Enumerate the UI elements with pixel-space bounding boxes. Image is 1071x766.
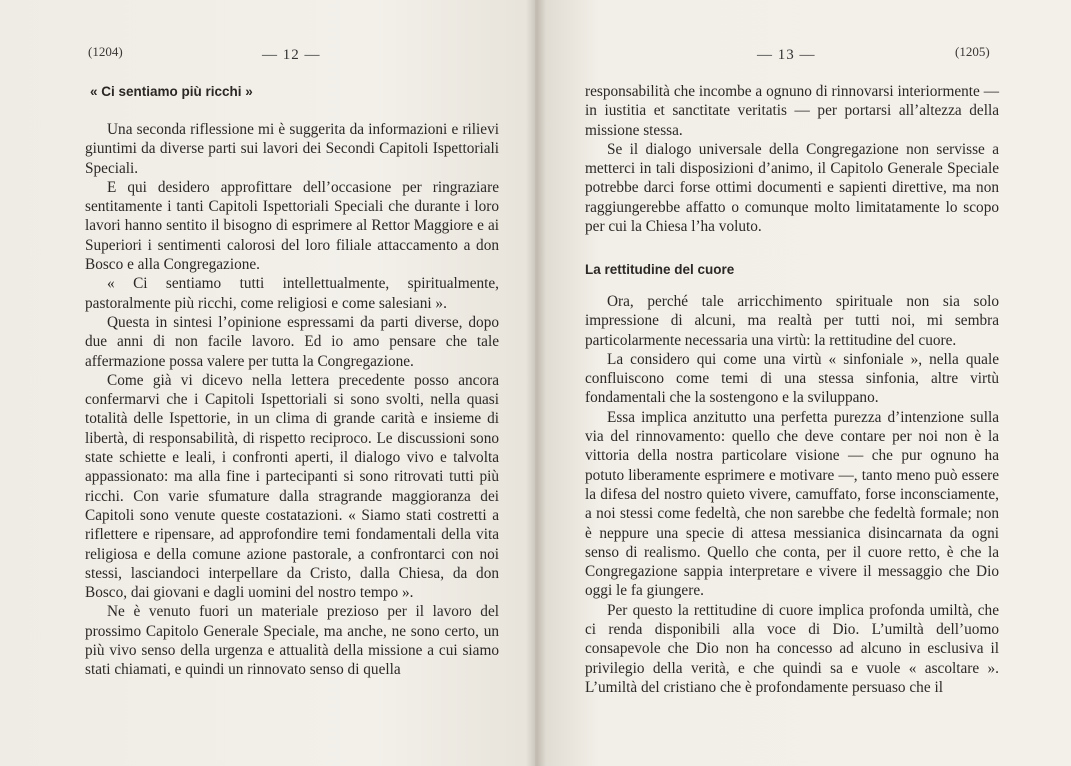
- paragraph: Per questo la rettitudine di cuore implica profonda umiltà, che ci renda disponibili alla voce di Dio. L’umiltà dell’uomo consapevole che Dio non ha concesso ad alcuno in esclusiva il privilegio della verità, e che quindi sa e vuole « ascoltare ». L’umiltà del cristiano che è profondamente persuaso che il: [585, 601, 999, 696]
- right-intro-text: [585, 82, 999, 236]
- left-body-text: [85, 120, 499, 680]
- right-body-text: [585, 292, 999, 697]
- paragraph: responsabilità che incombe a ognuno di rinnovarsi interiormente — in iustitia et sanctitate veritatis — per portarsi all’altezza della missione stessa.: [585, 83, 999, 139]
- paragraph: Ne è venuto fuori un materiale prezioso per il lavoro del prossimo Capitolo Generale Speciale, ma anche, ne sono certo, un più vivo senso della urgenza e attualità della missione a cui siamo stati chiamati, e quindi un rinnovato senso di quella: [85, 603, 499, 679]
- section-title-right: La rettitudine del cuore: [585, 262, 735, 277]
- page-number-left: — 12 —: [262, 47, 321, 63]
- paragraph: Come già vi dicevo nella lettera precedente posso ancora confermarvi che i Capitoli Ispettoriali si sono svolti, nella quasi totalità delle Ispettorie, in un clima di grande carità e insieme di libertà, di responsabilità, di rispetto reciproco. Le discussioni sono state schiette e leali, i confronti aperti, il dialogo vivo e talvolta appassionato: ma alla fine i partecipanti si sono ritrovati tutti più ricchi. Con varie sfumature dalla stragrande maggioranza dei Capitoli sono venute queste costatazioni. « Siamo stati costretti a riflettere e ripensare, ad approfondire temi fondamentali della vita religiosa e della comune azione pastorale, a confrontarci con noi stessi, lasciandoci interpellare da Cristo, dalla Chiesa, da don Bosco, dai giovani e dagli uomini del nostro tempo ».: [85, 371, 499, 602]
- paragraph: La considero qui come una virtù « sinfoniale », nella quale confluiscono come temi di una stessa sinfonia, altre virtù fondamentali che la sostengono e la sviluppano.: [585, 350, 999, 407]
- paragraph: Questa in sintesi l’opinione espressami da parti diverse, dopo due anni di non facile lavoro. Ed io amo pensare che tale affermazione possa valere per tutta la Congregazione.: [85, 313, 499, 370]
- paragraph: Una seconda riflessione mi è suggerita da informazioni e rilievi giuntimi da diverse parti sui lavori dei Secondi Capitoli Ispettoriali Speciali.: [85, 121, 499, 177]
- paragraph: « Ci sentiamo tutti intellettualmente, spiritualmente, pastoralmente più ricchi, come religiosi e come salesiani ».: [85, 275, 499, 312]
- book-gutter: [526, 0, 546, 766]
- paragraph: E qui desidero approfittare dell’occasione per ringraziare sentitamente i tanti Capitoli Ispettoriali Speciali che durante i loro lavori hanno sentito il bisogno di esprimere al Rettor Maggiore e ai Superiori i sentimenti calorosi del loro filiale attaccamento a don Bosco e alla Congregazione.: [85, 178, 499, 274]
- paragraph: Se il dialogo universale della Congregazione non servisse a metterci in tali disposizioni d’animo, il Capitolo Generale Speciale potrebbe darci forse ottimi documenti e sapienti direttive, ma non raggiungerebbe affatto o comunque molto limitatamente lo scopo per cui la Chiesa l’ha voluto.: [585, 140, 999, 236]
- left-page: [0, 0, 535, 766]
- right-page: [535, 0, 1071, 766]
- running-head-left: (1204): [88, 44, 123, 59]
- page-number-right: — 13 —: [757, 47, 816, 63]
- running-head-right: (1205): [955, 44, 990, 59]
- paragraph: Essa implica anzitutto una perfetta purezza d’intenzione sulla via del rinnovamento: quello che deve contare per noi non è la vittoria della nostra particolare visione — che pur ognuno ha potuto liberamente esprimere e motivare —, tanto meno può essere la difesa del nostro quieto vivere, camuffato, forse inconsciamente, a noi stessi come fedeltà, che non sarebbe che fedeltà formale; non è neppure una specie di attesa messianica disincarnata da ogni senso di realismo. Quello che conta, per il cuore retto, è che la Congregazione sappia interpretare e vivere il messaggio che Dio oggi le fa giungere.: [585, 408, 999, 600]
- section-title-left: « Ci sentiamo più ricchi »: [90, 84, 253, 99]
- paragraph: Ora, perché tale arricchimento spirituale non sia solo impressione di alcuni, ma realtà per tutti noi, mi sembra particolarmente necessaria una virtù: la rettitudine del cuore.: [585, 293, 999, 349]
